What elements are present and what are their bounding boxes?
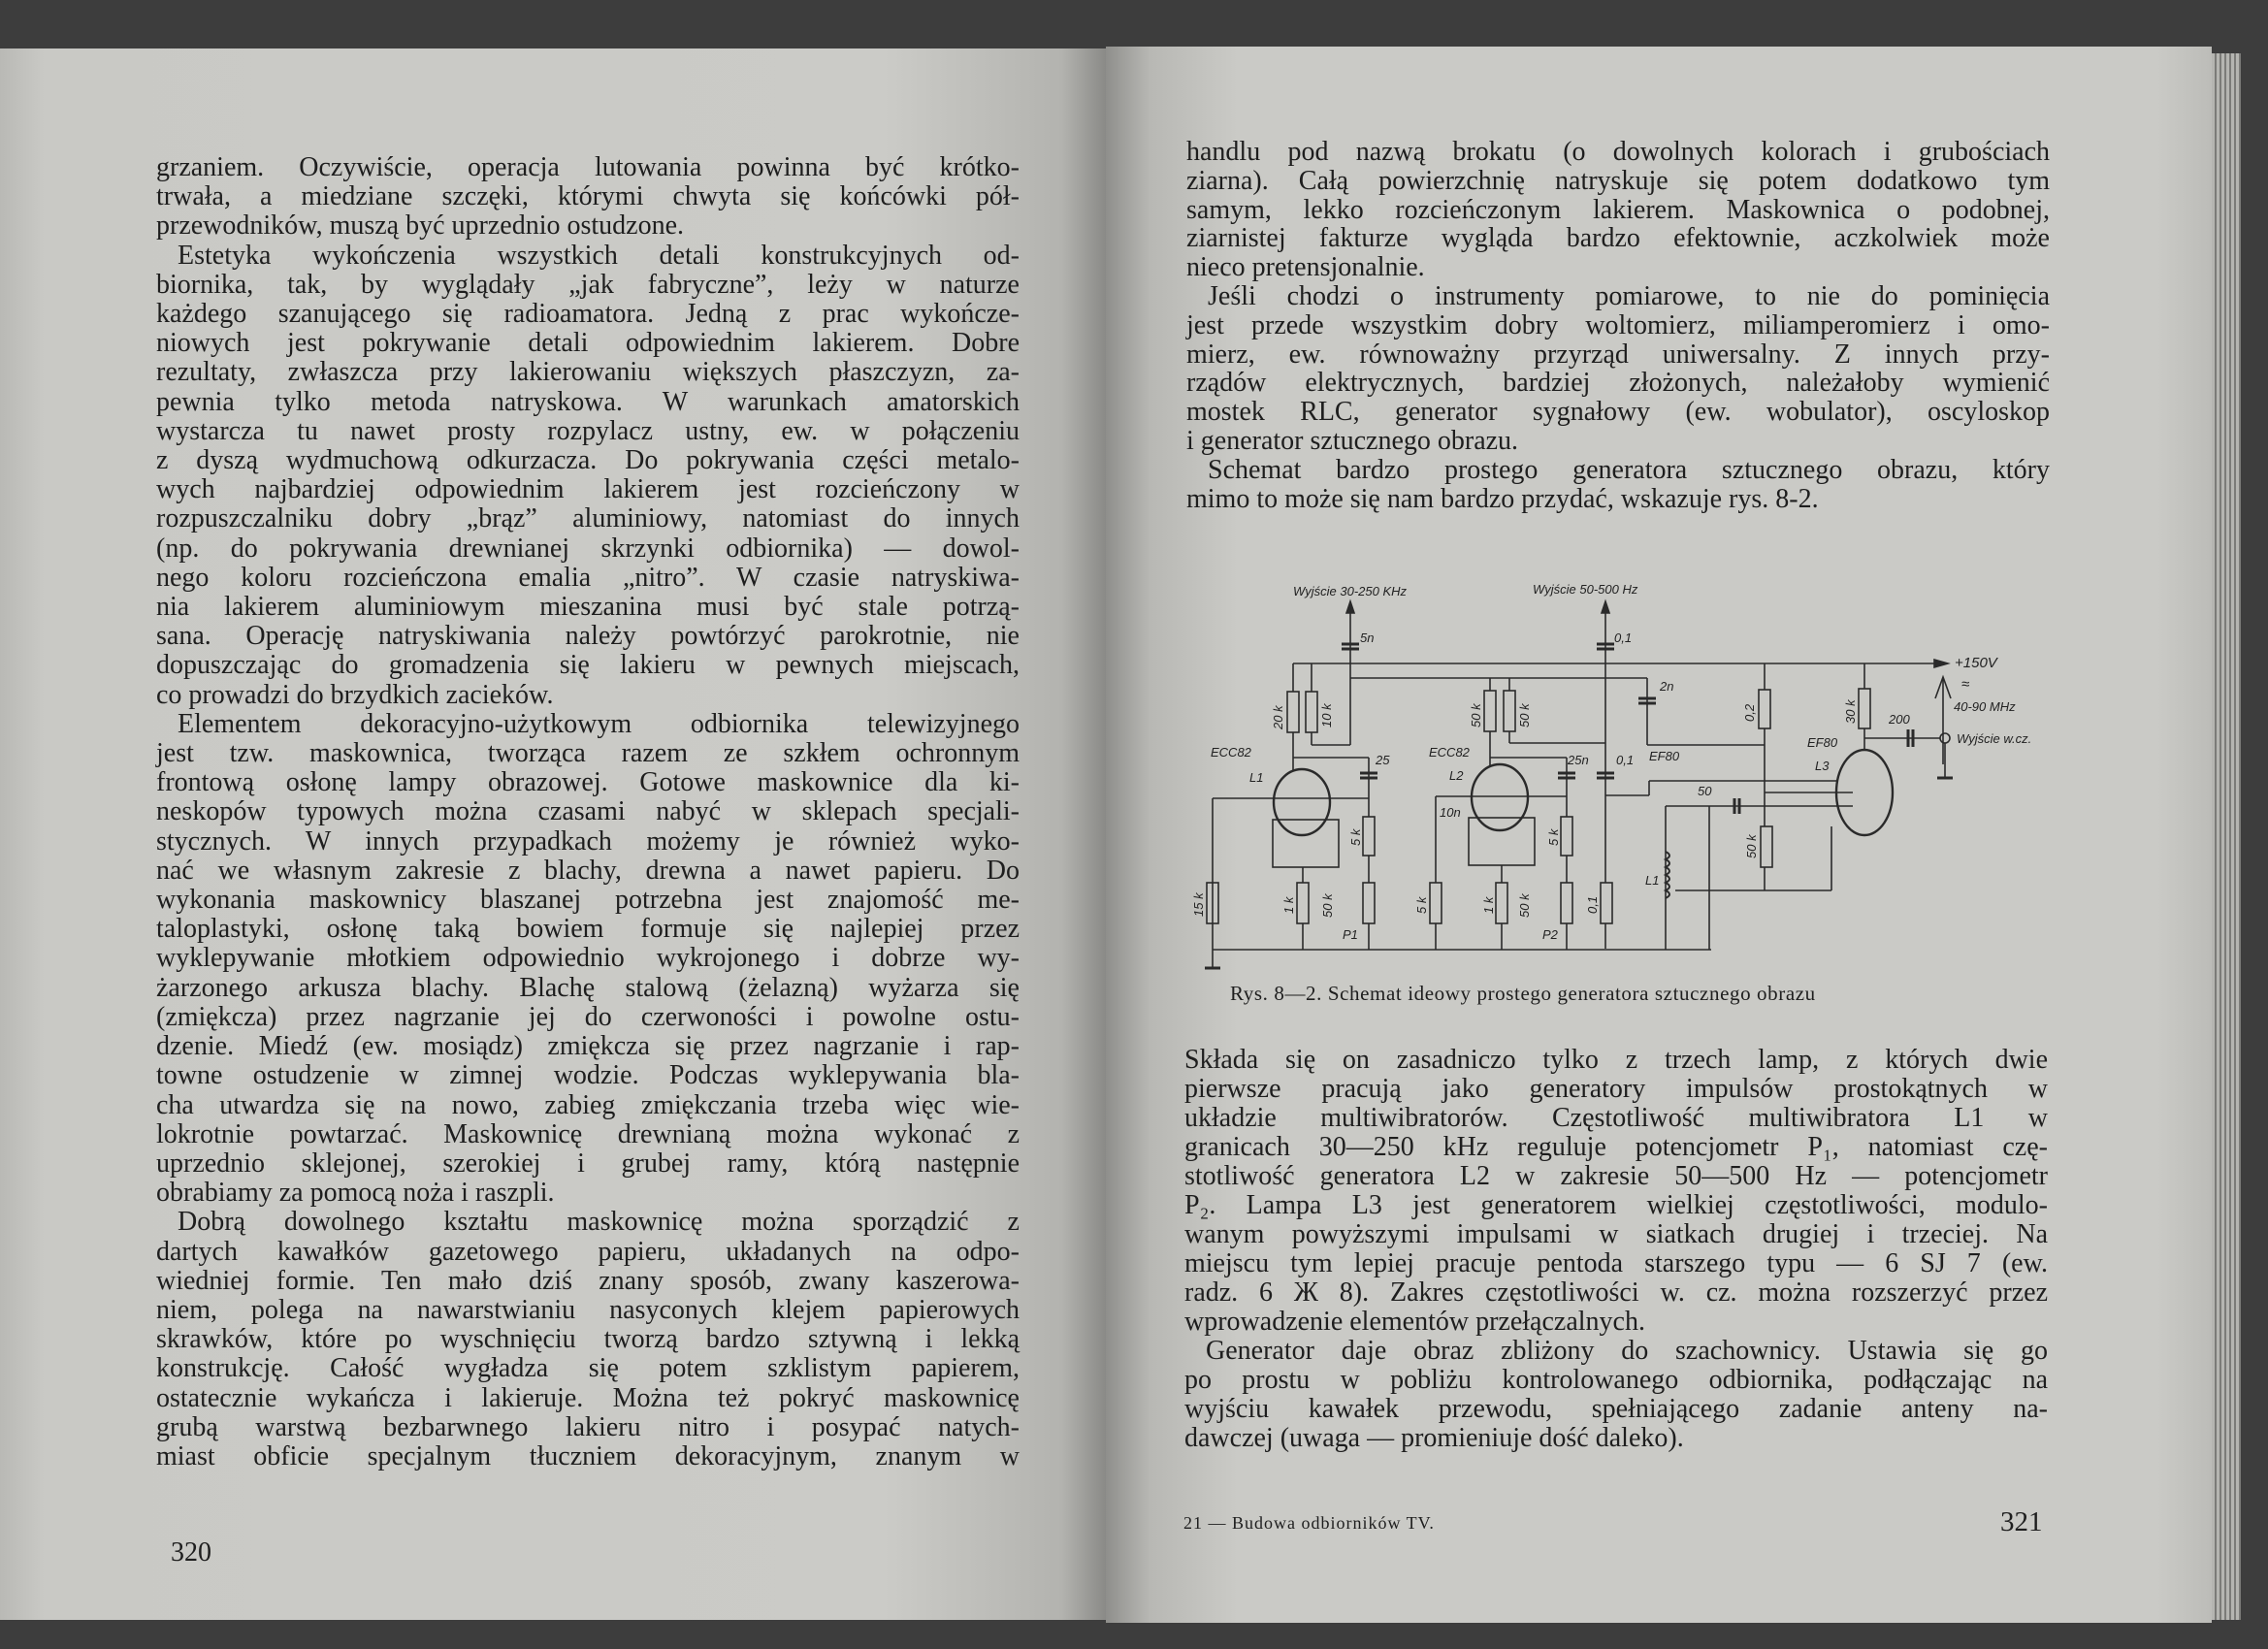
text-line: dartych kawałków gazetowego papieru, układanych na odpo- bbox=[156, 1236, 1020, 1267]
text-line: taloplastyki, osłonę taką bowiem formuje się najlepiej przez bbox=[156, 914, 1020, 945]
text-line: dzenie. Miedź (ew. mosiądz) zmiękcza się przez nagrzanie i rap- bbox=[156, 1031, 1020, 1062]
text-line: pierwsze pracują jako generatory impulsów prostokątnych w bbox=[1184, 1074, 2048, 1104]
text-line: miast obficie specjalnym tłuczniem dekoracyjnym, znanym w bbox=[156, 1440, 1020, 1471]
text-line: wyjściu kawałek przewodu, spełniającego zadanie anteny na- bbox=[1184, 1394, 2048, 1424]
text-line: z dyszą wydmuchową odkurzacza. Do pokrywania części metalo- bbox=[156, 445, 1020, 476]
paragraph bbox=[156, 242, 1020, 710]
paragraph bbox=[156, 710, 1020, 1208]
paragraph bbox=[156, 1208, 1020, 1471]
text-line: Składa się on zasadniczo tylko z trzech lamp, z których dwie bbox=[1184, 1045, 2048, 1075]
figure-caption: Rys. 8—2. Schemat ideowy prostego generatora sztucznego obrazu bbox=[1230, 982, 1816, 1005]
schematic-diagram bbox=[1193, 563, 2066, 999]
page-number-right: 321 bbox=[2000, 1506, 2043, 1537]
label-c-2n: 2n bbox=[1660, 679, 1674, 694]
label-r-50k: 50 k bbox=[1469, 703, 1483, 728]
label-c-50: 50 bbox=[1698, 784, 1712, 798]
text-line: wprowadzenie elementów przełączalnych. bbox=[1184, 1307, 1645, 1337]
page-edges bbox=[2212, 53, 2241, 1620]
text-line: układzie multiwibratorów. Częstotliwość multiwibratora L1 w bbox=[1184, 1103, 2048, 1133]
label-r-50k: 50 k bbox=[1517, 703, 1532, 728]
label-r-50k: 50 k bbox=[1744, 834, 1759, 858]
left-page-text bbox=[156, 153, 1020, 1471]
text-line: jest przede wszystkim dobry woltomierz, miliamperomierz i omo- bbox=[1186, 309, 2050, 340]
text-line: każdego szanującego się radioamatora. Jedną z prac wykończe- bbox=[156, 299, 1020, 330]
text-line: samym, lekko rozcieńczonym lakierem. Maskownica o podobnej, bbox=[1186, 194, 2050, 225]
text-line: rządów elektrycznych, bardziej złożonych, należałoby wymienić bbox=[1186, 368, 2050, 399]
label-p2: P2 bbox=[1542, 927, 1558, 942]
label-40-90mhz: 40-90 MHz bbox=[1954, 699, 2016, 714]
label-tube-l3: L3 bbox=[1815, 759, 1830, 773]
text-line: mimo to może się nam bardzo przydać, wskazuje rys. 8-2. bbox=[1186, 483, 1819, 514]
text-line: nego koloru rozcieńczona emalia „nitro”. W czasie natryskiwa- bbox=[156, 562, 1020, 593]
label-r-30k: 30 k bbox=[1843, 699, 1858, 724]
paragraph bbox=[1184, 1046, 2048, 1337]
text-line: nieco pretensjonalnie. bbox=[1186, 252, 1425, 283]
text-line: niem, polega na nawarstwianiu nasyconych klejem papierowych bbox=[156, 1294, 1020, 1325]
paragraph bbox=[1186, 138, 2050, 282]
label-approx: ≈ bbox=[1961, 676, 1970, 693]
right-page-bottom-text bbox=[1184, 1046, 2048, 1453]
label-r-1k: 1 k bbox=[1281, 896, 1296, 914]
label-150v: +150V bbox=[1955, 655, 1997, 671]
text-line: P₂. Lampa L3 jest generatorem wielkiej częstotliwości, modulo- bbox=[1184, 1190, 2048, 1220]
label-r-10k: 10 k bbox=[1319, 703, 1334, 728]
text-line: przewodników, muszą być uprzednio ostudzone. bbox=[156, 210, 685, 242]
text-line: rezultaty, zwłaszcza przy lakierowaniu większych płaszczyzn, za- bbox=[156, 357, 1020, 388]
text-line: handlu pod nazwą brokatu (o dowolnych kolorach i grubościach bbox=[1186, 137, 2050, 167]
text-line: miejscu tym lepiej pracuje pentoda starszego typu — 6 SJ 7 (ew. bbox=[1184, 1248, 2048, 1278]
page-number-left: 320 bbox=[171, 1537, 211, 1568]
paragraph bbox=[1186, 456, 2050, 514]
text-line: biornika, tak, by wyglądały „jak fabryczne”, leży w naturze bbox=[156, 269, 1020, 300]
paragraph bbox=[156, 153, 1020, 242]
text-line: grubą warstwą bezbarwnego lakieru nitro i posypać natych- bbox=[156, 1411, 1020, 1442]
text-line: Elementem dekoracyjno-użytkowym odbiornika telewizyjnego bbox=[178, 708, 1020, 739]
label-c-01: 0,1 bbox=[1616, 753, 1635, 767]
right-page-top-text bbox=[1186, 138, 2050, 513]
text-line: wanym powyższymi impulsami w siatkach drugiej i trzeciej. Na bbox=[1184, 1219, 2048, 1249]
text-line: dopuszczając do gromadzenia się lakieru w pewnych miejscach, bbox=[156, 650, 1020, 681]
text-line: niowych jest pokrywanie detali odpowiednim lakierem. Dobre bbox=[156, 328, 1020, 359]
text-line: rozpuszczalniku dobry „brąz” aluminiowy, natomiast do innych bbox=[156, 503, 1020, 534]
text-line: lokrotnie powtarzać. Maskownicę drewnianą można wykonać z bbox=[156, 1118, 1020, 1149]
label-r-5k: 5 k bbox=[1414, 896, 1429, 914]
label-r-02: 0,2 bbox=[1742, 703, 1757, 722]
text-line: dawczej (uwaga — promieniuje dość daleko). bbox=[1184, 1423, 1684, 1453]
paragraph bbox=[1184, 1337, 2048, 1453]
text-line: mierz, ew. równoważny przyrząd uniwersalny. Z innych przy- bbox=[1186, 339, 2050, 370]
label-output-2: Wyjście 50-500 Hz bbox=[1533, 582, 1638, 597]
text-line: wyklepywanie młotkiem odpowiednio wykrojonego i dobrze wy- bbox=[156, 943, 1020, 974]
text-line: ziarnistej fakturze wygląda bardzo efektownie, aczkolwiek może bbox=[1186, 223, 2050, 254]
label-c-200: 200 bbox=[1889, 712, 1910, 727]
text-line: neskopów typowych można czasami nabyć w sklepach specjali- bbox=[156, 796, 1020, 827]
text-line: wych najbardziej odpowiednim lakierem jest rozcieńczony w bbox=[156, 474, 1020, 505]
text-line: mostek RLC, generator sygnałowy (ew. wobulator), oscyloskop bbox=[1186, 397, 2050, 428]
text-line: wiedniej formie. Ten mało dziś znany sposób, zwany kaszerowa- bbox=[156, 1265, 1020, 1296]
text-line: i generator sztucznego obrazu. bbox=[1186, 425, 1519, 456]
text-line: wystarcza tu nawet prosty rozpylacz ustny, ew. w połączeniu bbox=[156, 415, 1020, 446]
text-line: obrabiamy za pomocą noża i raszpli. bbox=[156, 1178, 555, 1209]
label-r-15k: 15 k bbox=[1191, 892, 1206, 917]
text-line: ostatecznie wykańcza i lakieruje. Można też pokryć maskownicę bbox=[156, 1382, 1020, 1413]
text-line: radz. 6 Ж 8). Zakres częstotliwości w. cz. można rozszerzyć przez bbox=[1184, 1277, 2048, 1308]
label-tube-ecc82: ECC82 bbox=[1429, 745, 1470, 760]
label-coil-l1: L1 bbox=[1645, 873, 1660, 888]
text-line: skrawków, które po wyschnięciu tworzą bardzo sztywną i lekką bbox=[156, 1324, 1020, 1355]
label-tube-ecc82: ECC82 bbox=[1211, 745, 1251, 760]
label-c-10n: 10n bbox=[1440, 805, 1461, 820]
text-line: Generator daje obraz zbliżony do szachownicy. Ustawia się go bbox=[1206, 1336, 2048, 1366]
text-line: stycznych. W innych przypadkach możemy je również wyko- bbox=[156, 825, 1020, 857]
label-p-50k: 50 k bbox=[1320, 893, 1335, 918]
label-c-25: 25 bbox=[1376, 753, 1390, 767]
text-line: grzaniem. Oczywiście, operacja lutowania powinna być krótko- bbox=[156, 152, 1020, 182]
label-tube-l1: L1 bbox=[1249, 770, 1264, 785]
label-r-01: 0,1 bbox=[1585, 895, 1600, 914]
text-line: sana. Operację natryskiwania należy powtórzyć parokrotnie, nie bbox=[156, 621, 1020, 652]
label-p1: P1 bbox=[1343, 927, 1358, 942]
text-line: frontową osłonę lampy obrazowej. Gotowe maskownice dla ki- bbox=[156, 767, 1020, 798]
text-line: po prostu w pobliżu kontrolowanego odbiornika, podłączając na bbox=[1184, 1365, 2048, 1395]
text-line: (zmiękcza) przez nagrzanie jej do czerwoności i powolne ostu- bbox=[156, 1001, 1020, 1032]
label-r-1k: 1 k bbox=[1481, 896, 1496, 914]
text-line: (np. do pokrywania drewnianej skrzynki odbiornika) — dowol- bbox=[156, 533, 1020, 564]
text-line: stotliwość generatora L2 w zakresie 50—500 Hz — potencjometr bbox=[1184, 1161, 2048, 1191]
label-c-01: 0,1 bbox=[1614, 630, 1633, 645]
text-line: towne ostudzenie w zimnej wodzie. Podczas wyklepywania bla- bbox=[156, 1060, 1020, 1091]
text-line: nia lakierem aluminiowym mieszanina musi być stale potrzą- bbox=[156, 592, 1020, 623]
label-tube-l2: L2 bbox=[1449, 768, 1464, 783]
text-line: pewnia tylko metoda natryskowa. W warunkach amatorskich bbox=[156, 386, 1020, 417]
text-line: ziarna). Całą powierzchnię natryskuje się potem dodatkowo tym bbox=[1186, 165, 2050, 196]
label-output-rf: Wyjście w.cz. bbox=[1957, 731, 2032, 746]
text-line: Schemat bardzo prostego generatora sztucznego obrazu, który bbox=[1208, 454, 2050, 485]
text-line: nać we własnym zakresie z blachy, drewna a nawet papieru. Do bbox=[156, 855, 1020, 886]
label-c-25n: 25n bbox=[1568, 753, 1589, 767]
signature-line: 21 — Budowa odbiorników TV. bbox=[1183, 1513, 1435, 1533]
label-r-5k: 5 k bbox=[1348, 828, 1363, 846]
text-line: konstrukcję. Całość wygładza się potem szklistym papierem, bbox=[156, 1353, 1020, 1384]
text-line: Estetyka wykończenia wszystkich detali konstrukcyjnych od- bbox=[178, 240, 1020, 271]
text-line: Dobrą dowolnego kształtu maskownicę można sporządzić z bbox=[178, 1207, 1020, 1238]
text-line: granicach 30—250 kHz reguluje potencjometr P₁, natomiast czę- bbox=[1184, 1132, 2048, 1162]
text-line: trwała, a miedziane szczęki, którymi chwyta się końcówki pół- bbox=[156, 181, 1020, 212]
label-p-50k: 50 k bbox=[1517, 893, 1532, 918]
text-line: jest tzw. maskownica, tworząca razem ze szkłem ochronnym bbox=[156, 738, 1020, 769]
label-ef80: EF80 bbox=[1649, 749, 1680, 763]
text-line: co prowadzi do brzydkich zacieków. bbox=[156, 679, 554, 710]
text-line: żarzonego arkusza blachy. Blachę stalową (żelazną) wyżarza się bbox=[156, 972, 1020, 1003]
text-line: wykonania maskownicy blaszanej potrzebna jest znajomość me- bbox=[156, 885, 1020, 916]
label-r-20k: 20 k bbox=[1271, 705, 1285, 729]
label-r-5k: 5 k bbox=[1546, 828, 1561, 846]
label-tube-ef80: EF80 bbox=[1807, 735, 1838, 750]
schematic-wires bbox=[1205, 601, 1953, 968]
label-c-5n: 5n bbox=[1360, 630, 1375, 645]
text-line: cha utwardza się na nowo, zabieg zmiękczania trzeba więc wie- bbox=[156, 1089, 1020, 1120]
paragraph bbox=[1186, 282, 2050, 456]
label-output-1: Wyjście 30-250 KHz bbox=[1293, 584, 1408, 598]
text-line: Jeśli chodzi o instrumenty pomiarowe, to nie do pominięcia bbox=[1208, 280, 2050, 311]
text-line: uprzednio sklejonej, szerokiej i grubej ramy, którą następnie bbox=[156, 1148, 1020, 1179]
